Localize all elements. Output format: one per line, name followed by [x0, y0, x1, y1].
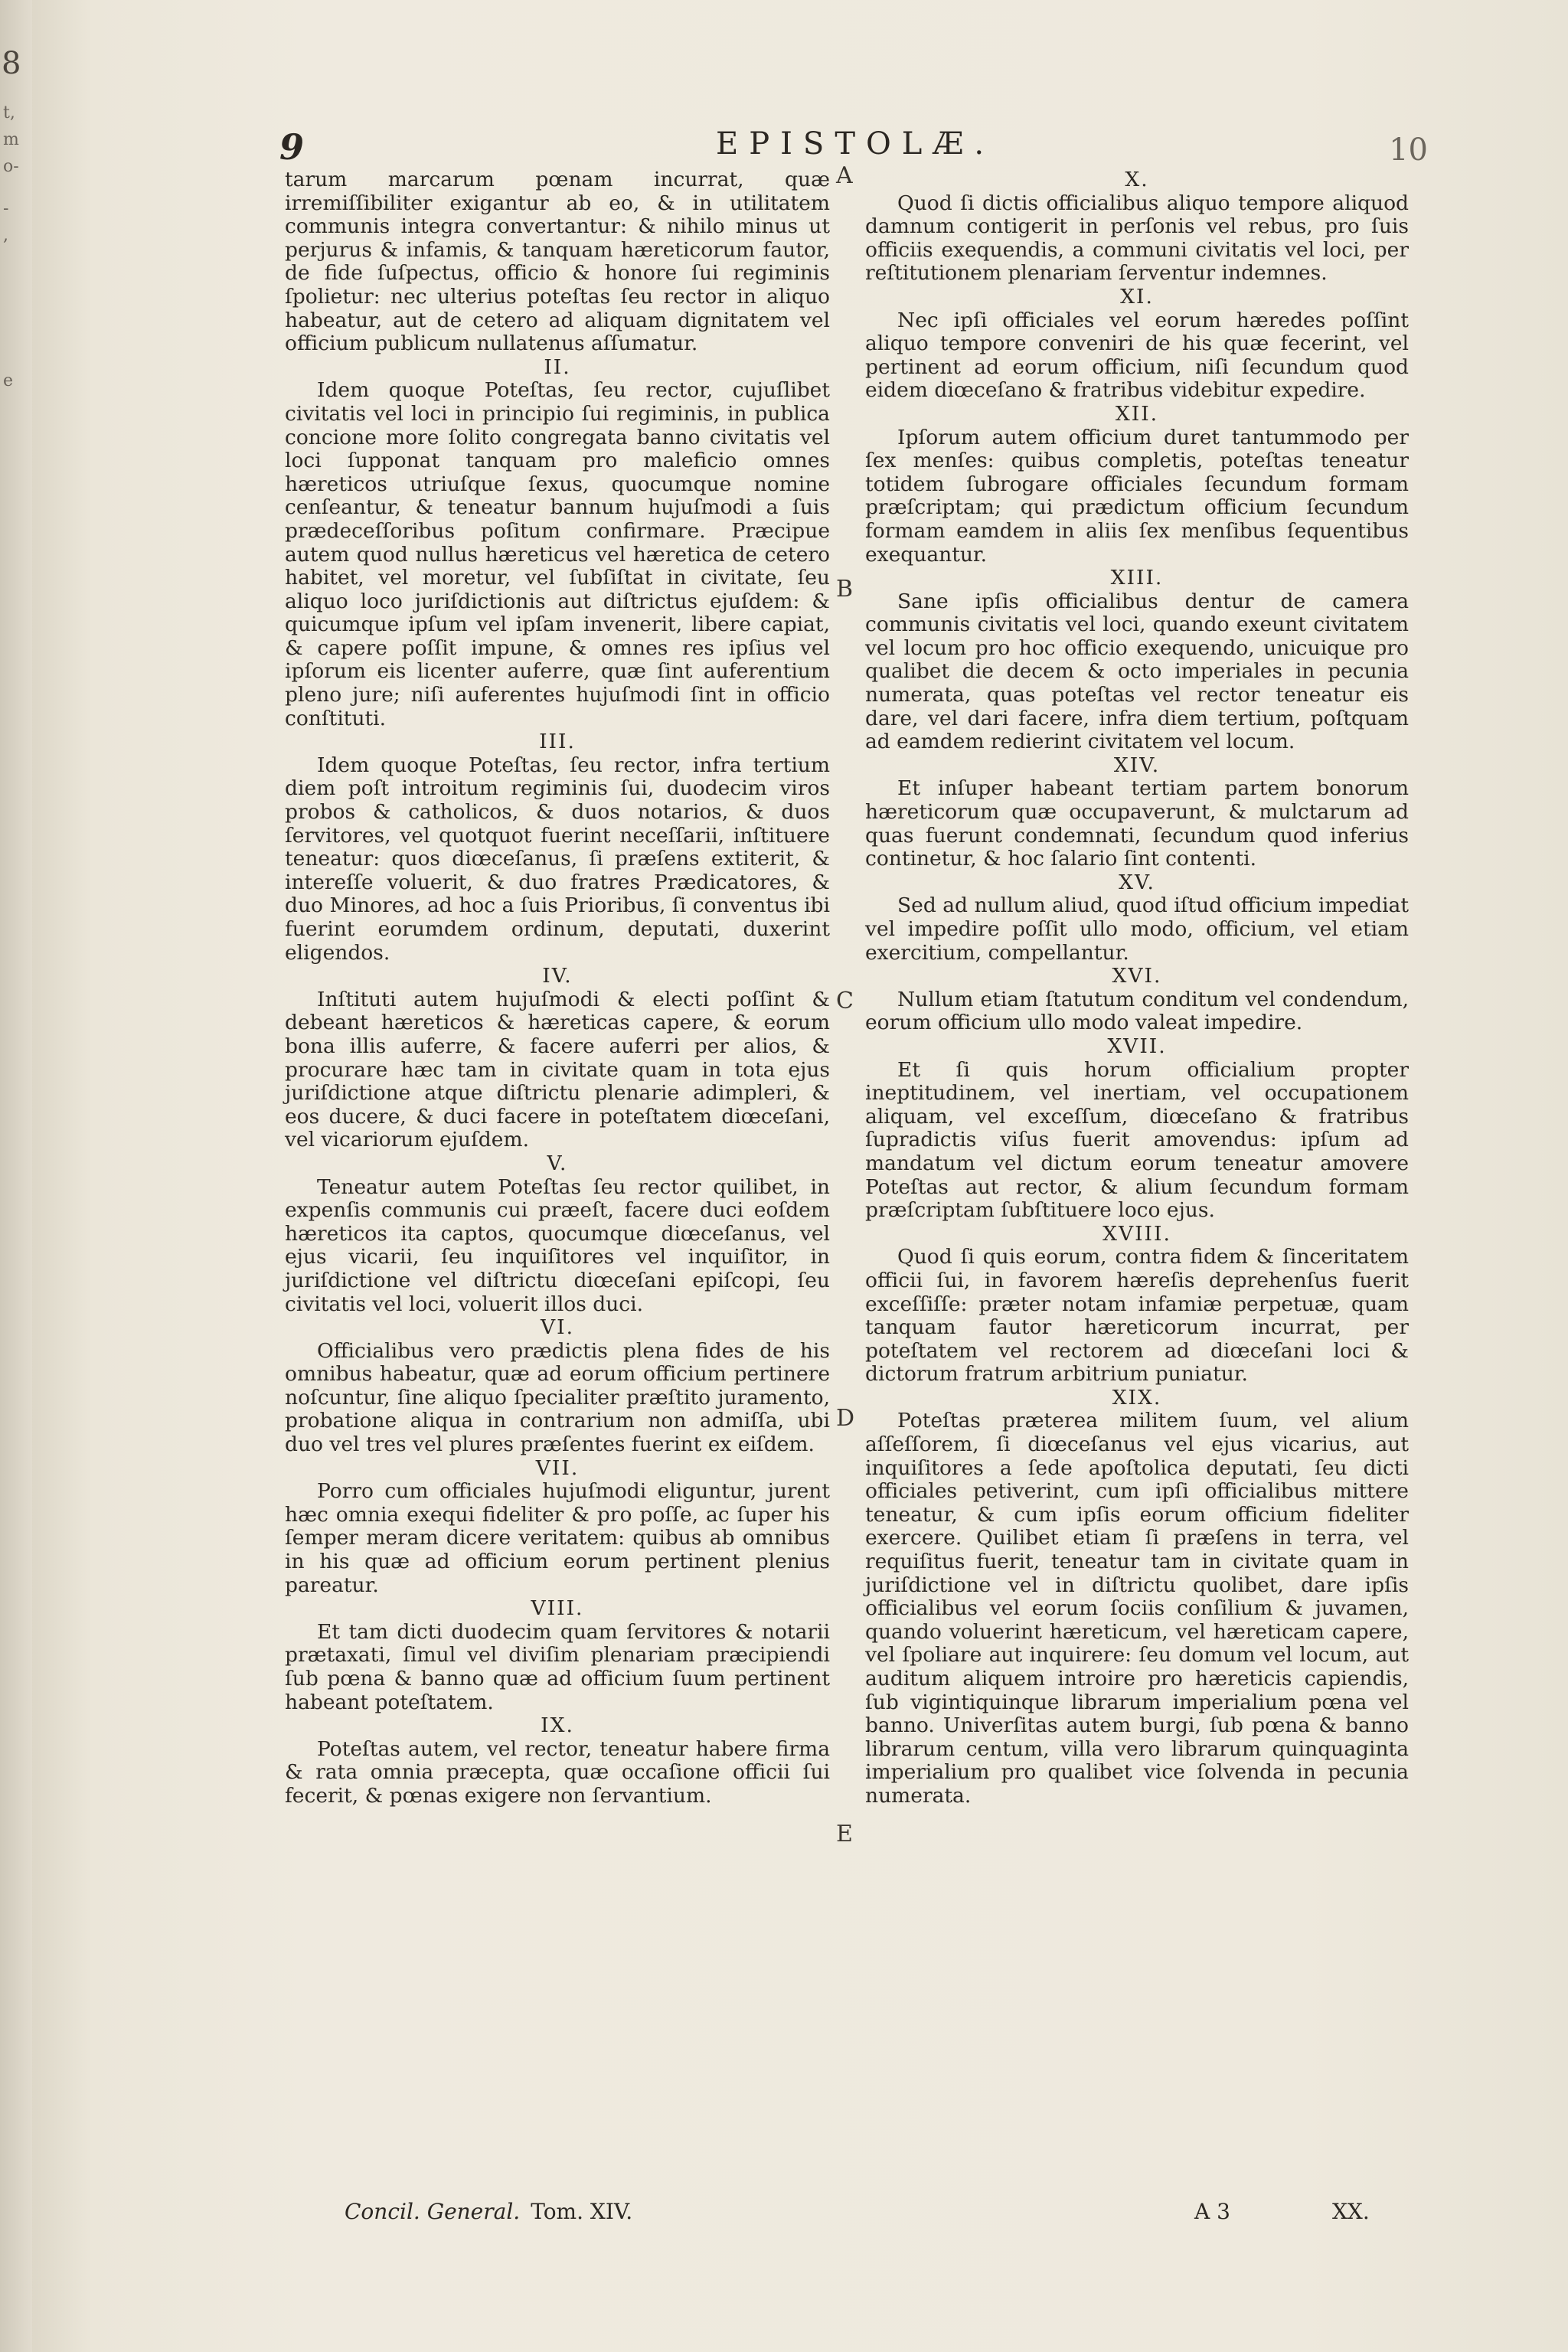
right-column: [865, 168, 1409, 1808]
paragraph: Et tam dicti duodecim quam ſervitores & notarii prætaxati, ſimul vel diviſim plenariam præcipiendi ſub pœna & banno quæ ad officium ſuum pertinent habeant poteſtatem.: [285, 1619, 830, 1714]
chapter-number: X.: [1125, 168, 1149, 191]
paragraph: Idem quoque Poteſtas, ſeu rector, cujuſlibet civitatis vel loci in principio ſui regiminis, in publica concione more ſolito congregata banno civitatis vel loci ſupponat tanquam pro maleficio omnes hæreticos utriuſque ſexus, quocumque nomine cenſeantur, & teneatur bannum hujuſmodi a ſuis prædeceſſoribus poſitum confirmare. Præcipue autem quod nullus hæreticus vel hæretica de cetero habitet, vel moretur, vel ſubſiſtat in civitate, ſeu aliquo loco juriſdictionis aut diſtrictus ejuſdem: & quicumque ipſum vel ipſam invenerit, libere capiat, & capere poſſit impune, & omnes res ipſius vel ipſorum eis licenter auferre, quæ ſint auferentium pleno jure; niſi auferentes hujuſmodi ſint in officio conſtituti.: [285, 378, 830, 730]
chapter-number: VII.: [535, 1455, 580, 1480]
chapter-number: V.: [547, 1151, 568, 1175]
previous-page-number: 8: [2, 46, 21, 81]
paragraph: Teneatur autem Poteſtas ſeu rector quilibet, in expenſis communis cui præeſt, facere duci eoſdem hæreticos ita captos, quocumque diœceſanus, vel ejus vicarii, ſeu inquiſitores vel inquiſitor, in juriſdictione vel diſtrictu diœceſani epiſcopi, ſeu civitatis vel loci, voluerit illos duci.: [285, 1174, 830, 1316]
page-number-right: 10: [1389, 132, 1428, 168]
chapter-number: XII.: [1115, 401, 1159, 426]
paragraph: Porro cum officiales hujuſmodi eliguntur, jurent hæc omnia exequi fideliter & pro poſſe, ac ſuper his ſemper meram dicere veritatem: quibus ab omnibus in his quæ ad officium eorum pertinent plenius pareatur.: [285, 1479, 830, 1597]
paragraph: Sane ipſis officialibus dentur de camera communis civitatis vel loci, quando exeunt civitatem vel locum pro hoc officio exequendo, unicuique pro qualibet die decem & octo imperiales in pecunia numerata, quas poteſtas vel rector teneatur eis dare, vel dari facere, infra diem tertium, poſtquam ad eamdem redierint civitatem vel locum.: [865, 589, 1409, 754]
paragraph: Et inſuper habeant tertiam partem bonorum hæreticorum quæ occupaverunt, & mulctarum ad quas fuerunt condemnati, ſecundum quod inferius continetur, & hoc ſalario ſint contenti.: [865, 776, 1409, 871]
chapter-number: VIII.: [531, 1596, 584, 1621]
running-title: EPISTOLÆ.: [716, 126, 995, 162]
paragraph: Nullum etiam ſtatutum conditum vel condendum, eorum officium ullo modo valeat impedire.: [865, 987, 1409, 1035]
paragraph: Inſtituti autem hujuſmodi & electi poſſint & debeant hæreticos & hæreticas capere, & eorum bona illis auferre, & facere auferri per alios, & procurare hæc tam in civitate quam in tota ejus juriſdictione atque diſtrictu plenarie adimpleri, & eos ducere, & duci facere in poteſtatem diœceſani, vel vicariorum ejuſdem.: [285, 987, 830, 1152]
chapter-number: XI.: [1120, 284, 1154, 309]
paragraph: Ipſorum autem officium duret tantummodo per ſex menſes: quibus completis, poteſtas teneatur totidem ſubrogare officiales ſecundum formam præſcriptam; qui prædictum officium ſecundum formam eamdem in aliis ſex menſibus ſequentibus exequantur.: [865, 425, 1409, 567]
paragraph: Nec ipſi officiales vel eorum hæredes poſſint aliquo tempore conveniri de his quæ fecerint, vel pertinent ad eorum officium, niſi ſecundum quod eidem diœceſano & fratribus videbitur expedire.: [865, 308, 1409, 403]
paragraph: Poteſtas autem, vel rector, teneatur habere firma & rata omnia præcepta, quæ occaſione officii ſui fecerit, & pœnas exigere non ſervantium.: [285, 1736, 830, 1808]
margin-letter: A: [836, 162, 853, 189]
chapter-number: XIV.: [1113, 753, 1161, 777]
paragraph: Quod ſi quis eorum, contra fidem & ſinceritatem officii ſui, in favorem hæreſis deprehenſus fuerit exceſſiſſe: præter notam infamiæ perpetuæ, quam tanquam fautor hæreticorum incurrat, per poteſtatem vel rectorem ad diœceſani loci & dictorum fratrum arbitrium puniatur.: [865, 1245, 1409, 1387]
previous-page-edge: [0, 0, 32, 2352]
paragraph: Quod ſi dictis officialibus aliquo tempore aliquod damnum contigerit in perſonis vel rebus, pro ſuis officiis exequendis, a communi civitatis vel loci, per reſtitutionem plenariam ſerventur indemnes.: [865, 191, 1409, 286]
previous-page-fragment: o-: [3, 157, 19, 176]
footer-volume: Tom. XIV.: [531, 2199, 633, 2224]
footer-series-title: Concil. General.: [345, 2199, 521, 2224]
paragraph: Et ſi quis horum officialium propter ineptitudinem, vel inertiam, vel occupationem aliquam, vel exceſſum, diœceſano & fratribus ſupradictis viſus fuerit amovendus: ipſum ad mandatum vel dictum eorum teneatur amovere Poteſtas aut rector, & alium ſecundum formam præſcriptam ſubſtituere loco ejus.: [865, 1057, 1409, 1223]
chapter-number: III.: [539, 730, 576, 754]
footer-series: [345, 2199, 632, 2224]
previous-page-fragment: ,: [3, 226, 8, 245]
margin-letter: B: [836, 576, 854, 603]
margin-letter: D: [836, 1405, 855, 1432]
chapter-number: XVI.: [1112, 964, 1162, 988]
previous-page-fragment: m: [3, 130, 19, 149]
chapter-number: II.: [544, 354, 571, 379]
paragraph: Idem quoque Poteſtas, ſeu rector, infra tertium diem poſt introitum regiminis ſui, duodecim viros probos & catholicos, & duos notarios, & duos ſervitores, vel quotquot fuerint neceſſarii, inſtituere teneatur: quos diœceſanus, ſi præſens extiterit, & intereſſe voluerit, & duo fratres Prædicatores, & duo Minores, ad hoc a ſuis Prioribus, ſi conventus ibi fuerint eorumdem ordinum, deputati, duxerint eligendos.: [285, 753, 830, 965]
paragraph: Officialibus vero prædictis plena fides de his omnibus habeatur, quæ ad eorum officium pertinere noſcuntur, ſine aliquo ſpecialiter præſtito juramento, probatione aliqua in contrarium non admiſſa, ubi duo vel tres vel plures præſentes fuerint ex eiſdem.: [285, 1338, 830, 1457]
chapter-number: IV.: [542, 964, 573, 988]
chapter-number: XVII.: [1107, 1034, 1167, 1058]
previous-page-fragment: -: [3, 199, 9, 218]
chapter-number: IX.: [541, 1713, 574, 1738]
previous-page-fragment: e: [3, 371, 14, 390]
previous-page-fragment: t,: [3, 103, 15, 122]
left-column: [285, 168, 830, 1808]
running-header: [279, 126, 1428, 172]
margin-letter: E: [836, 1821, 853, 1847]
chapter-number: XIII.: [1110, 566, 1164, 590]
chapter-number: VI.: [540, 1315, 575, 1340]
chapter-number: XIX.: [1112, 1385, 1162, 1410]
footer-catchword: XX.: [1332, 2199, 1370, 2224]
paragraph: Sed ad nullum aliud, quod iſtud officium impediat vel impedire poſſit ullo modo, officium, vel etiam exercitium, compellantur.: [865, 893, 1409, 965]
footer-signature: A 3: [1194, 2199, 1230, 2224]
page-number-left: 9: [279, 126, 305, 168]
chapter-number: XVIII.: [1102, 1221, 1171, 1246]
paragraph: tarum marcarum pœnam incurrat, quæ irremiſſibiliter exigantur ab eo, & in utilitatem communis integra convertantur: & nihilo minus ut perjurus & infamis, & tanquam hæreticorum fautor, de fide ſuſpectus, officio & honore ſui regiminis ſpolietur: nec ulterius poteſtas ſeu rector in aliquo habeatur, aut de cetero ad aliquam dignitatem vel officium publicum nullatenus aſſumatur.: [285, 168, 830, 356]
margin-letter: C: [836, 988, 854, 1014]
paragraph: Poteſtas præterea militem ſuum, vel alium aſſeſſorem, ſi diœceſanus vel ejus vicarius, aut inquiſitores a ſede apoſtolica deputati, ſeu dicti officiales petiverint, cum ipſi officialibus mittere teneatur, & cum ipſis eorum officium fideliter exercere. Quilibet etiam ſi præſens in terra, vel requiſitus fuerit, teneatur tam in civitate quam in juriſdictione vel in diſtrictu quolibet, dare ipſis officialibus vel eorum ſociis conſilium & juvamen, quando voluerint hæreticum, vel hæreticam capere, vel ſpoliare aut inquirere: ſeu domum vel locum, aut auditum aliquem introire pro hæreticis capiendis, ſub vigintiquinque librarum imperialium pœna vel banno. Univerſitas autem burgi, ſub pœna & banno librarum centum, villa vero librarum quinquaginta imperialium pro qualibet vice ſolvenda in pecunia numerata.: [865, 1409, 1409, 1808]
chapter-number: XV.: [1119, 870, 1155, 894]
